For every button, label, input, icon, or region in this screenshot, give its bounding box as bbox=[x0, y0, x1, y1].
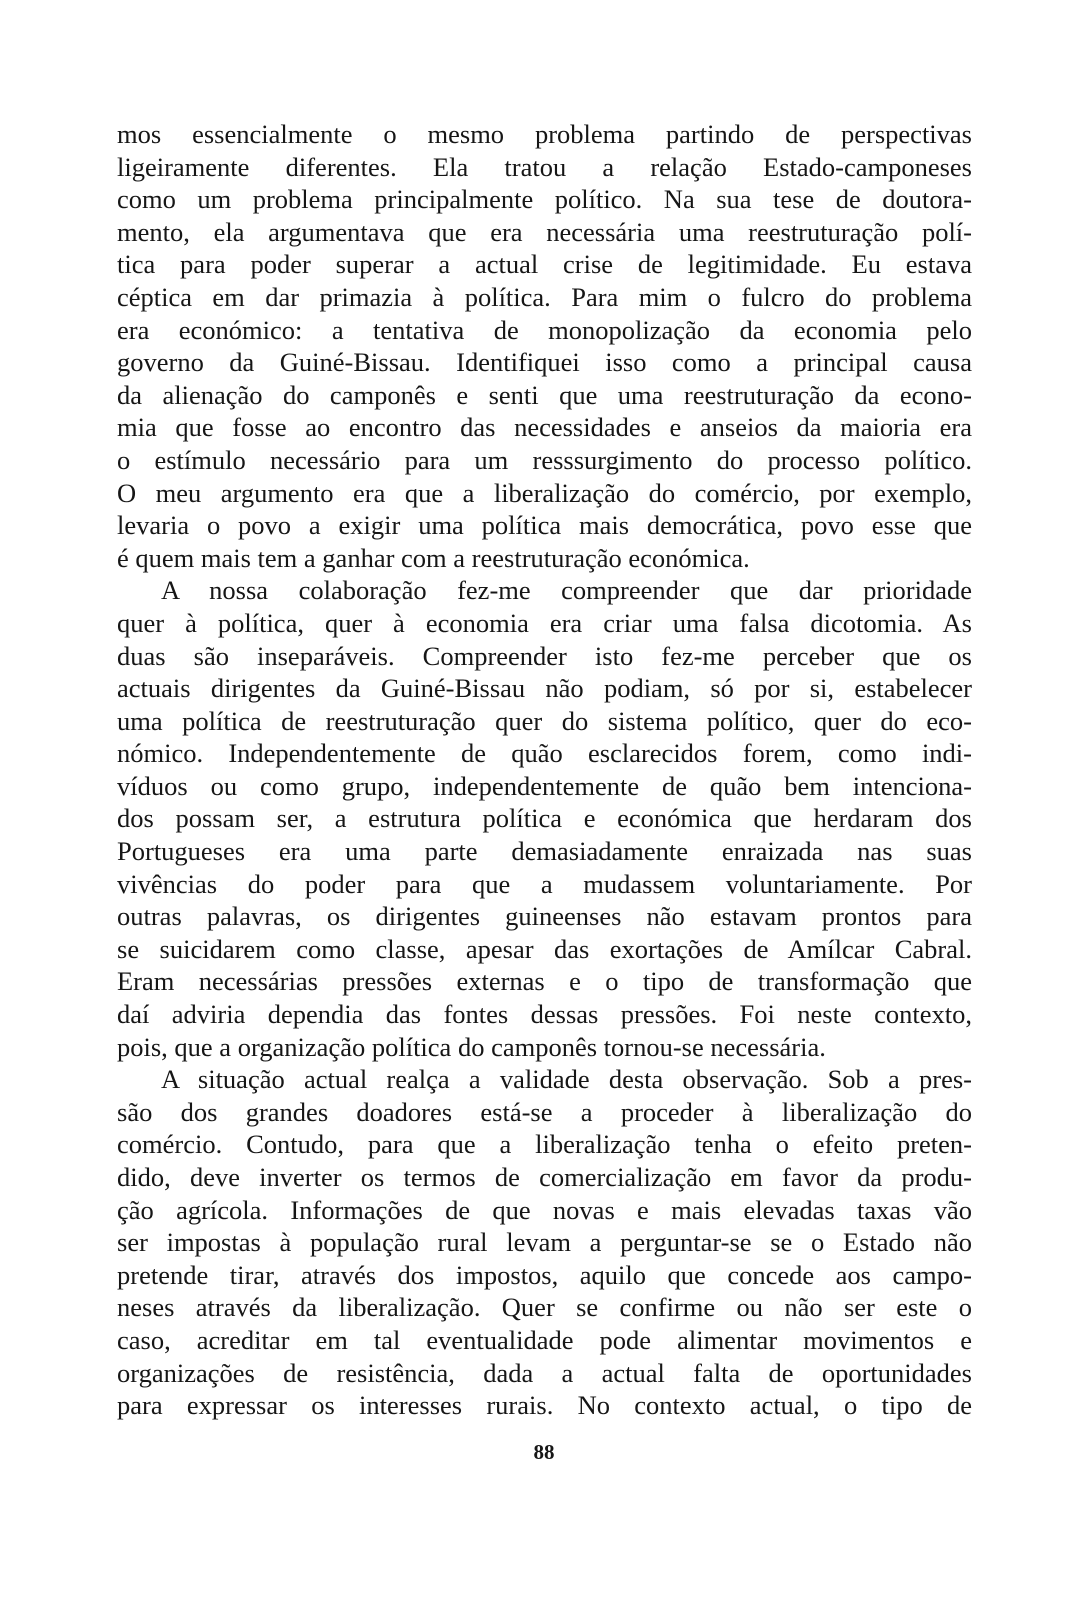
text-line: pretende tirar, através dos impostos, aquilo que concede aos campo- bbox=[117, 1259, 972, 1290]
text-line: dido, deve inverter os termos de comercialização em favor da produ- bbox=[117, 1162, 972, 1192]
text-line: dos possam ser, a estrutura política e económica que herdaram dos bbox=[117, 803, 972, 834]
paragraph bbox=[117, 574, 972, 1063]
body-text bbox=[117, 118, 972, 1422]
text-line: era económico: a tentativa de monopolização da economia pelo bbox=[117, 314, 972, 345]
text-line: Eram necessárias pressões externas e o tipo de transformação que bbox=[117, 966, 972, 997]
text-line: quer à política, quer à economia era criar uma falsa dicotomia. As bbox=[117, 607, 972, 638]
text-line: ção agrícola. Informações de que novas e mais elevadas taxas vão bbox=[117, 1194, 972, 1225]
text-line: daí adviria dependia das fontes dessas pressões. Foi neste contexto, bbox=[117, 999, 972, 1030]
text-line: mento, ela argumentava que era necessária uma reestruturação polí- bbox=[117, 216, 972, 247]
text-line: A situação actual realça a validade desta observação. Sob a pres- bbox=[161, 1064, 972, 1095]
text-line: são dos grandes doadores está-se a proceder à liberalização do bbox=[117, 1096, 972, 1127]
text-line: ser impostas à população rural levam a perguntar-se se o Estado não bbox=[117, 1227, 972, 1258]
text-line: da alienação do camponês e senti que uma reestruturação da econo- bbox=[117, 379, 972, 410]
text-line: pois, que a organização política do camponês tornou-se necessária. bbox=[117, 1031, 826, 1062]
paragraph bbox=[117, 118, 972, 574]
text-line: ligeiramente diferentes. Ela tratou a relação Estado-camponeses bbox=[117, 151, 972, 182]
text-line: o estímulo necessário para um resssurgimento do processo político. bbox=[117, 444, 972, 475]
text-line: vivências do poder para que a mudassem voluntariamente. Por bbox=[117, 868, 972, 899]
text-line: actuais dirigentes da Guiné-Bissau não podiam, só por si, estabelecer bbox=[117, 673, 972, 704]
text-line: governo da Guiné-Bissau. Identifiquei isso como a principal causa bbox=[117, 347, 972, 378]
text-line: Portugueses era uma parte demasiadamente enraizada nas suas bbox=[117, 836, 972, 867]
text-line: neses através da liberalização. Quer se confirme ou não ser este o bbox=[117, 1292, 972, 1323]
text-line: A nossa colaboração fez-me compreender que dar prioridade bbox=[161, 575, 972, 606]
text-line: mia que fosse ao encontro das necessidades e anseios da maioria era bbox=[117, 412, 972, 443]
paragraph bbox=[117, 1063, 972, 1422]
text-line: se suicidarem como classe, apesar das exortações de Amílcar Cabral. bbox=[117, 933, 972, 964]
text-line: uma política de reestruturação quer do sistema político, quer do eco- bbox=[117, 705, 972, 736]
text-line: víduos ou como grupo, independentemente de quão bem intenciona- bbox=[117, 770, 972, 801]
text-line: outras palavras, os dirigentes guineenses não estavam prontos para bbox=[117, 901, 972, 932]
text-line: comércio. Contudo, para que a liberalização tenha o efeito preten- bbox=[117, 1129, 972, 1160]
text-line: céptica em dar primazia à política. Para mim o fulcro do problema bbox=[117, 281, 972, 312]
text-line: levaria o povo a exigir uma política mais democrática, povo esse que bbox=[117, 510, 972, 541]
page-number: 88 bbox=[533, 1440, 555, 1464]
text-line: como um problema principalmente político. Na sua tese de doutora- bbox=[117, 184, 972, 215]
text-line: nómico. Independentemente de quão esclarecidos forem, como indi- bbox=[117, 738, 972, 769]
text-line: O meu argumento era que a liberalização do comércio, por exemplo, bbox=[117, 477, 972, 508]
text-line: duas são inseparáveis. Compreender isto fez-me perceber que os bbox=[117, 640, 972, 671]
text-line: é quem mais tem a ganhar com a reestruturação económica. bbox=[117, 542, 750, 573]
text-line: tica para poder superar a actual crise de legitimidade. Eu estava bbox=[117, 249, 972, 280]
text-line: organizações de resistência, dada a actual falta de oportunidades bbox=[117, 1357, 972, 1388]
text-line: para expressar os interesses rurais. No contexto actual, o tipo de bbox=[117, 1390, 972, 1421]
text-line: mos essencialmente o mesmo problema partindo de perspectivas bbox=[117, 119, 972, 149]
text-line: caso, acreditar em tal eventualidade pode alimentar movimentos e bbox=[117, 1324, 972, 1355]
